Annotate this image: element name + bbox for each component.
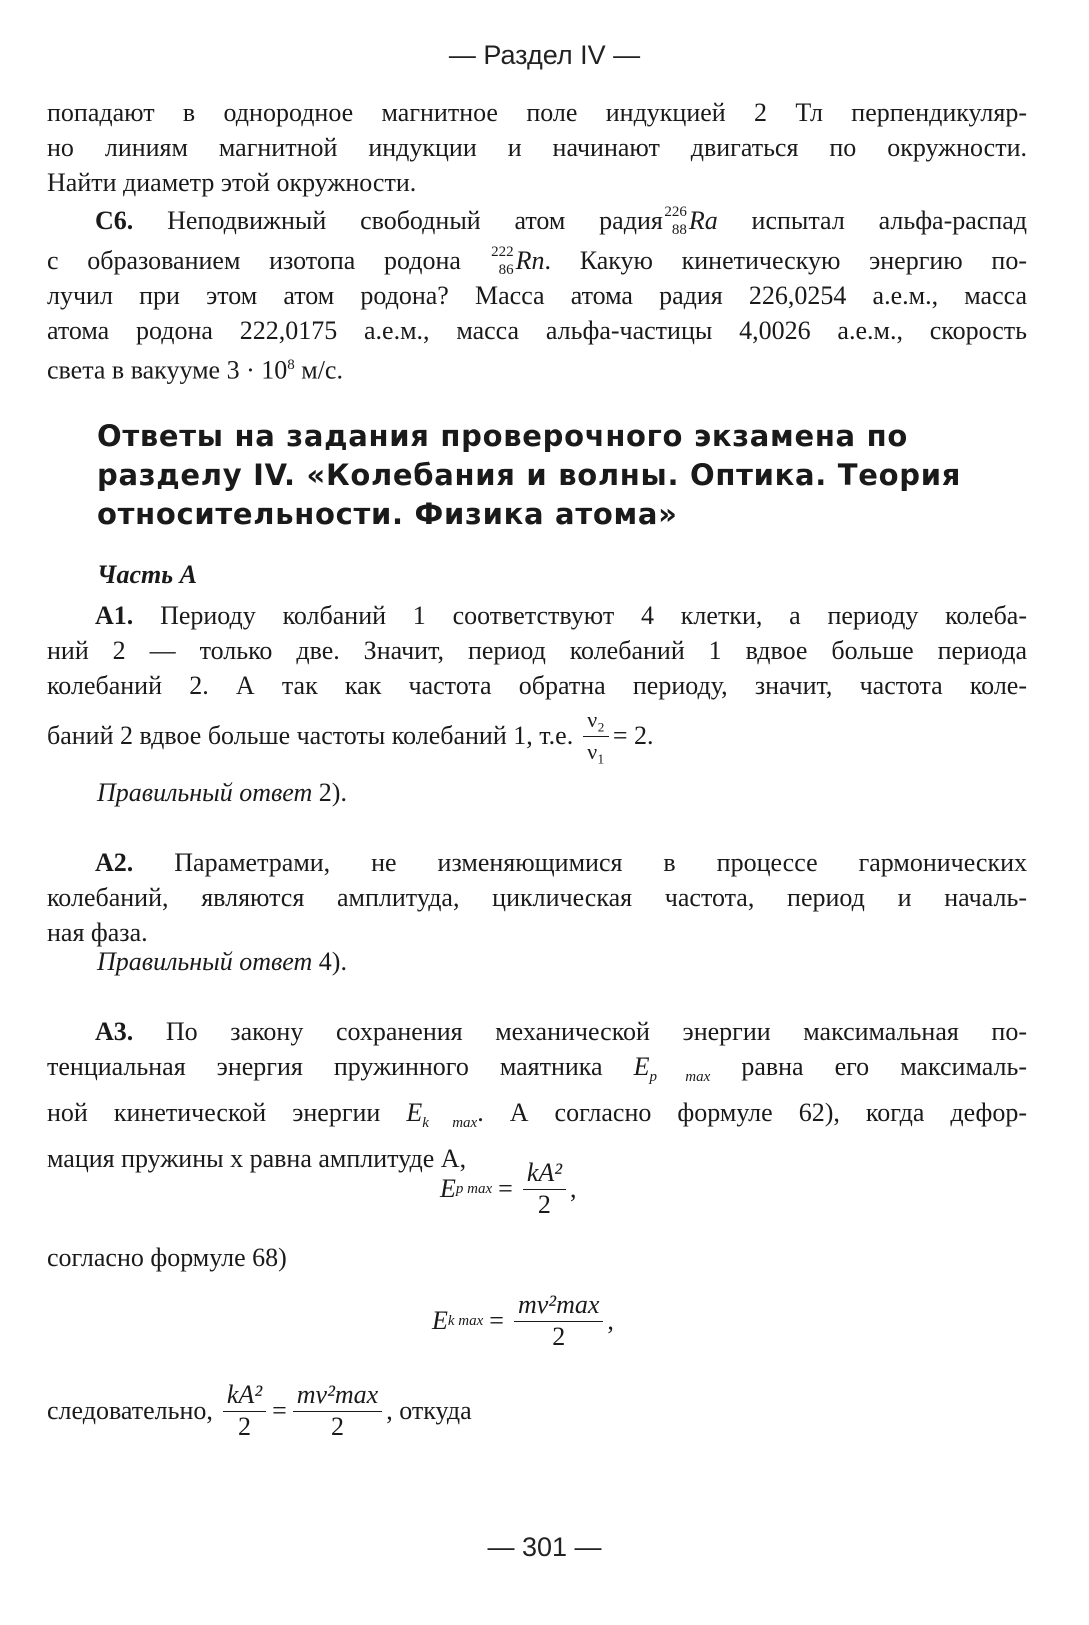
fraction — [523, 1158, 566, 1220]
text-fragment: тенциальная энергия пружинного маятника — [47, 1052, 603, 1081]
text-line: но линиям магнитной индукции и начинают двигаться по окружности. — [47, 133, 1027, 162]
text-fragment: ной кинетической энергии — [47, 1098, 381, 1128]
answer-a2 — [47, 845, 1027, 950]
text-line — [47, 1014, 1027, 1049]
a1-correct-answer — [97, 778, 347, 808]
a1-ratio-line — [47, 705, 654, 767]
potential-energy-formula: E p max = $\frac{\text{kA²}}{2}$ , — [440, 1158, 577, 1219]
fraction-numerator: kA² — [223, 1380, 266, 1412]
answer-value: 4). — [318, 947, 347, 976]
symbol-e: E — [440, 1174, 456, 1203]
text-line: лучил при этом атом родона? Масса атома радия 226,0254 а.е.м., масса — [47, 281, 1027, 310]
answer-label: Правильный ответ — [97, 947, 313, 976]
text-fragment: Параметрами, не изменяющимися в процессе гармонических — [174, 848, 1028, 877]
text-line: согласно формуле 68) — [47, 1243, 287, 1272]
fraction-denominator: ν₁ — [587, 739, 605, 764]
text-fragment: = 2. — [612, 721, 654, 750]
text-line: Найти диаметр этой окружности. — [47, 168, 417, 197]
text-fragment: с образованием изотопа родона — [47, 246, 461, 275]
text-line — [47, 203, 1027, 238]
mass-number: 226 — [664, 204, 687, 220]
problem-label: С6. — [95, 206, 134, 235]
text-line: ний 2 — только две. Значит, период колебаний 1 вдвое больше периода — [47, 636, 1027, 665]
text-line — [47, 243, 1027, 278]
exponent: 8 — [287, 357, 295, 373]
text-line: колебаний, являются амплитуда, циклическая частота, период и началь- — [47, 883, 1027, 912]
subscript: p max — [455, 1180, 493, 1197]
text-mid — [47, 1240, 1027, 1275]
problem-label: А3. — [95, 1017, 134, 1046]
fraction — [514, 1290, 603, 1352]
frequency-ratio — [583, 705, 609, 767]
text-fragment: м/с. — [294, 355, 343, 385]
subscript: p max — [649, 1069, 711, 1086]
text-fragment: . А согласно формуле 62), когда дефор- — [477, 1098, 1027, 1128]
radon-nuclide — [490, 244, 516, 278]
text-fragment: баний 2 вдвое больше частоты колебаний 1, т.е. — [47, 721, 574, 750]
text-line — [47, 1095, 1027, 1141]
fraction-denominator: 2 — [537, 1190, 551, 1219]
subscript: k max — [422, 1115, 478, 1132]
subscript: k max — [447, 1312, 484, 1329]
intro-paragraph — [47, 95, 1027, 200]
text-line: атома родона 222,0175 а.е.м., масса альфа-частицы 4,0026 а.е.м., скорость — [47, 316, 1027, 345]
fraction — [223, 1380, 266, 1442]
text-fragment: Периоду колбаний 1 соответствуют 4 клетки, а периоду колеба- — [160, 601, 1028, 630]
symbol-e: E — [432, 1306, 448, 1335]
fraction-numerator: mv²max — [293, 1380, 382, 1412]
mass-number: 222 — [491, 244, 514, 260]
symbol-e: E — [406, 1098, 423, 1128]
fraction-denominator: 2 — [552, 1322, 566, 1351]
fraction-numerator: ν₂ — [583, 705, 609, 737]
conclusion-line: следовательно, $\frac{\text{kA²}}{2}$ = $\frac{\text{mv²max}}{2}$ , откуда — [47, 1380, 472, 1441]
element-symbol: Ra — [688, 206, 718, 235]
fraction — [293, 1380, 382, 1442]
fraction-numerator: kA² — [523, 1158, 566, 1190]
text-fragment: света в вакууме 3 · 10 — [47, 355, 288, 385]
charge-number: 86 — [498, 262, 514, 278]
fraction-numerator: mv²max — [514, 1290, 603, 1322]
text-line — [47, 598, 1027, 633]
text-line: попадают в однородное магнитное поле индукцией 2 Тл перпендикуляр- — [47, 98, 1027, 127]
problem-c6 — [47, 203, 1027, 388]
text-line — [47, 348, 1027, 388]
charge-number: 88 — [671, 222, 687, 238]
text-fragment: , откуда — [386, 1396, 472, 1425]
problem-label: А1. — [95, 601, 134, 630]
text-line: мация пружины x равна амплитуде A, — [47, 1144, 467, 1174]
a2-correct-answer — [97, 947, 347, 977]
text-line — [47, 845, 1027, 880]
running-header: — Раздел IV — — [448, 40, 641, 70]
fraction-denominator: 2 — [331, 1412, 344, 1441]
problem-label: А2. — [95, 848, 134, 877]
text-fragment: По закону сохранения механической энергии максимальная по- — [165, 1017, 1028, 1046]
text-fragment: испытал альфа-распад — [751, 206, 1028, 235]
text-line: колебаний 2. А так как частота обратна периоду, значит, частота коле- — [47, 671, 1027, 700]
answer-value: 2). — [318, 778, 347, 807]
page-number: — 301 — — [487, 1532, 602, 1562]
radium-nuclide — [663, 204, 689, 238]
answer-a3 — [47, 1014, 1027, 1176]
text-fragment: равна его максималь- — [741, 1052, 1027, 1081]
text-line: ная фаза. — [47, 918, 148, 947]
answer-a1 — [47, 598, 1027, 703]
answer-label: Правильный ответ — [97, 778, 313, 807]
element-symbol: Rn — [515, 246, 545, 275]
text-fragment: . Какую кинетическую энергию по- — [544, 246, 1027, 275]
fraction-denominator: 2 — [238, 1412, 251, 1441]
text-fragment: Неподвижный свободный атом радия — [167, 206, 663, 235]
part-title: Часть А — [97, 560, 197, 589]
kinetic-energy-formula: E k max = $\frac{\text{mv²max}}{2}$ , — [432, 1290, 614, 1351]
text-line — [47, 1049, 1027, 1095]
symbol-e: E — [633, 1052, 650, 1081]
section-heading: Ответы на задания проверочного экзамена по разделу IV. «Колебания и волны. Оптика. Теория относительности. Физика атома» — [97, 419, 962, 531]
text-fragment: следовательно, — [47, 1396, 213, 1425]
